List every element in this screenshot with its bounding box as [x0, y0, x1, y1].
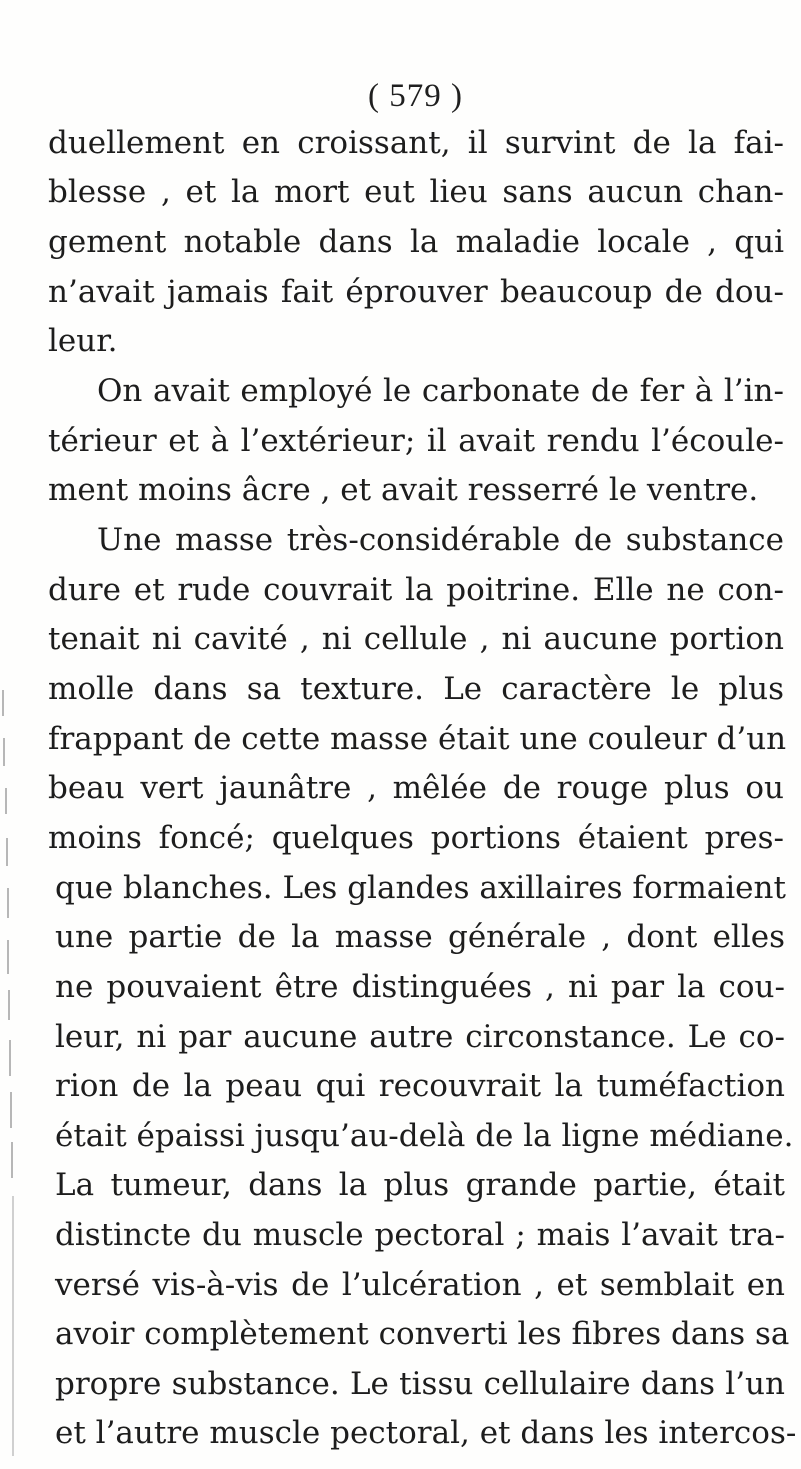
gutter-mark: [11, 1142, 13, 1178]
text-line: duellement en croissant, il survint de la fai-: [48, 125, 784, 161]
page-number: ( 579 ): [368, 78, 463, 114]
gutter-mark: [12, 1196, 14, 1456]
text-line: une partie de la masse générale , dont elles: [55, 919, 785, 955]
text-line: leur.: [48, 323, 118, 359]
text-line: molle dans sa texture. Le caractère le plus: [48, 671, 784, 707]
text-line: n’avait jamais fait éprouver beaucoup de dou-: [48, 274, 784, 310]
gutter-mark: [7, 940, 9, 974]
gutter-mark: [8, 990, 10, 1020]
text-line: rion de la peau qui recouvrait la tuméfaction: [55, 1068, 785, 1104]
gutter-mark: [7, 888, 9, 918]
text-line: frappant de cette masse était une couleur d’un: [48, 721, 787, 757]
gutter-mark: [6, 838, 8, 866]
text-line: distincte du muscle pectoral ; mais l’avait tra-: [55, 1217, 785, 1253]
gutter-mark: [2, 690, 4, 716]
text-line: beau vert jaunâtre , mêlée de rouge plus ou: [48, 770, 784, 806]
text-line: dure et rude couvrait la poitrine. Elle ne con-: [48, 572, 784, 608]
text-line: tenait ni cavité , ni cellule , ni aucune portion: [48, 621, 784, 657]
text-line: térieur et à l’extérieur; il avait rendu l’écoule-: [48, 423, 784, 459]
text-line: La tumeur, dans la plus grande partie, était: [55, 1167, 785, 1203]
text-line: ment moins âcre , et avait resserré le ventre.: [48, 472, 759, 508]
gutter-mark: [3, 738, 5, 766]
text-line: moins foncé; quelques portions étaient pres-: [48, 820, 784, 856]
text-line: était épaissi jusqu’au-delà de la ligne médiane.: [55, 1118, 794, 1154]
text-line: On avait employé le carbonate de fer à l’in-: [97, 373, 784, 409]
text-line: ne pouvaient être distinguées , ni par la cou-: [55, 969, 785, 1005]
gutter-mark: [5, 788, 7, 814]
text-line: que blanches. Les glandes axillaires formaient: [55, 870, 786, 906]
text-line: gement notable dans la maladie locale , qui: [48, 224, 784, 260]
text-line: blesse , et la mort eut lieu sans aucun chan-: [48, 174, 784, 210]
text-line: Une masse très-considérable de substance: [97, 522, 784, 558]
text-line: versé vis-à-vis de l’ulcération , et semblait en: [55, 1267, 785, 1303]
gutter-mark: [10, 1092, 12, 1128]
gutter-mark: [9, 1040, 11, 1076]
text-line: et l’autre muscle pectoral, et dans les intercos-: [55, 1415, 797, 1451]
text-line: leur, ni par aucune autre circonstance. Le co-: [55, 1019, 785, 1055]
text-line: propre substance. Le tissu cellulaire dans l’un: [55, 1366, 785, 1402]
text-line: avoir complètement converti les fibres dans sa: [55, 1316, 790, 1352]
